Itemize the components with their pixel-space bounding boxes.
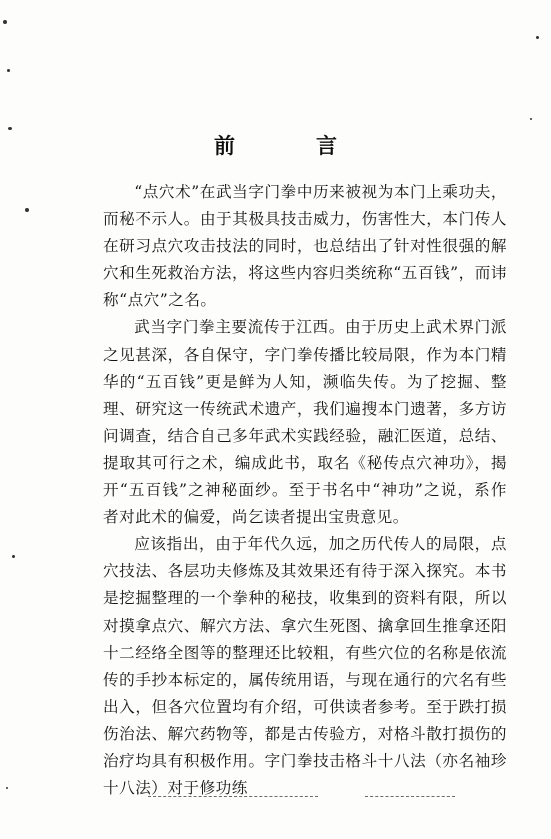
paragraph-1: “点穴术”在武当字门拳中历来被视为本门上乘功夫，而秘不示人。由于其极具技击威力，伤害性大，本门传人在研习点穴攻击技法的同时，也总结出了针对性很强的解穴和生死救治方法，将这些内容归类统称“五百钱”，而讳称“点穴”之名。 [103, 183, 507, 310]
scan-speck [530, 118, 532, 120]
paragraph-2: 武当字门拳主要流传于江西。由于历史上武术界门派之见甚深，各自保守，字门拳传播比较局限，作为本门精华的“五百钱”更是鲜为人知，濒临失传。为了挖掘、整理、研究这一传统武术遗产，我们遍搜本门遗著，多方访问调查，结合自己多年武术实践经验，融汇医道，总结、提取其可行之术，编成此书，取名《秘传点穴神功》，揭开“五百钱”之神秘面纱。至于书名中“神功”之说，系作者对此术的偏爱，尚乞读者提出宝贵意见。 [103, 318, 507, 527]
footer-divider [148, 796, 318, 797]
page-title: 前 言 [214, 133, 367, 158]
scan-speck [3, 20, 7, 24]
scan-speck [12, 555, 15, 558]
preface-body [103, 179, 507, 802]
scan-speck [25, 208, 29, 212]
paragraph-3: 应该指出，由于年代久远，加之历代传人的局限，点穴技法、各层功夫修炼及其效果还有待于深入探究。本书是挖掘整理的一个拳种的秘技，收集到的资料有限，所以对摸拿点穴、解穴方法、拿穴生死图、擒拿回生推拿还阳十二经络全图等的整理还比较粗，有些穴位的名称是依流传的手抄本标定的，属传统用语，与现在通行的穴名有些出入，但各穴位置均有介绍，可供读者参考。至于跌打损伤治法、解穴药物等，都是古传验方，对格斗散打损伤的治疗均具有积极作用。字门拳技击格斗十八法（亦名袖珍十八法）对于修功练 [103, 535, 507, 798]
footer-divider [365, 796, 455, 797]
scan-speck [536, 36, 539, 39]
scan-speck [7, 69, 10, 72]
scan-speck [6, 787, 8, 789]
